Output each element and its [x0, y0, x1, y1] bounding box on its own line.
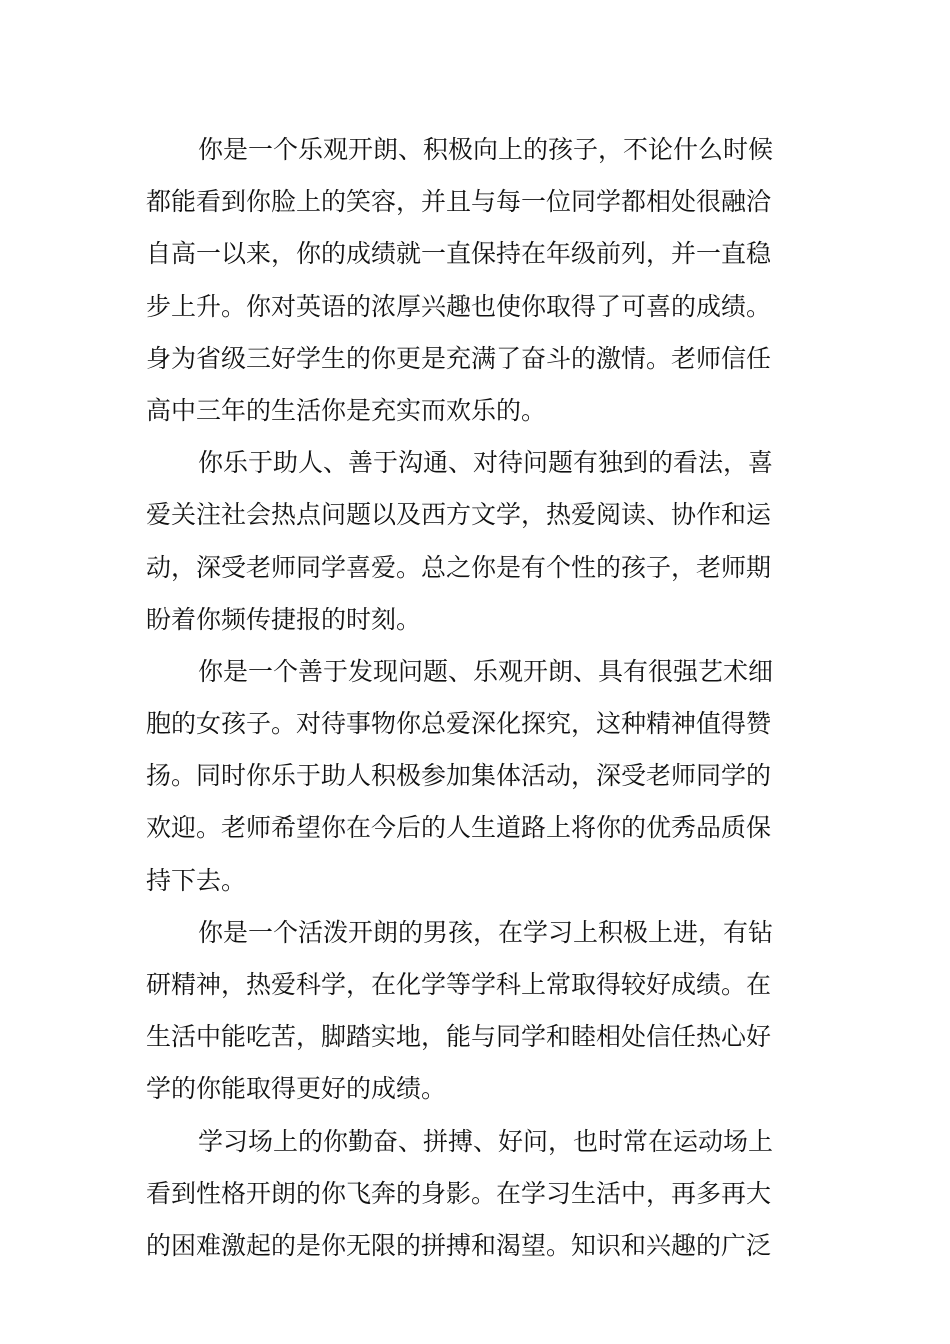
paragraph-2-line-2: 爱关注社会热点问题以及西方文学，热爱阅读、协作和运 [146, 500, 772, 530]
paragraph-1-line-3: 自高一以来，你的成绩就一直保持在年级前列，并一直稳 [146, 239, 772, 269]
paragraph-5-line-2: 看到性格开朗的你飞奔的身影。在学习生活中，再多再大 [146, 1178, 772, 1208]
paragraph-5-line-1: 学习场上的你勤奋、拼搏、好问，也时常在运动场上 [198, 1126, 774, 1156]
paragraph-1-line-4: 步上升。你对英语的浓厚兴趣也使你取得了可喜的成绩。 [146, 291, 772, 321]
paragraph-3-line-4: 欢迎。老师希望你在今后的人生道路上将你的优秀品质保 [146, 813, 772, 843]
paragraph-3-line-1: 你是一个善于发现问题、乐观开朗、具有很强艺术细 [198, 656, 774, 686]
paragraph-4-line-1: 你是一个活泼开朗的男孩，在学习上积极上进，有钻 [198, 917, 774, 947]
paragraph-1-line-5: 身为省级三好学生的你更是充满了奋斗的激情。老师信任 [146, 343, 772, 373]
paragraph-4-line-2: 研精神，热爱科学，在化学等学科上常取得较好成绩。在 [146, 970, 772, 999]
document-body [146, 124, 808, 1272]
paragraph-3-line-3: 扬。同时你乐于助人积极参加集体活动，深受老师同学的 [146, 761, 772, 791]
paragraph-3-line-2: 胞的女孩子。对待事物你总爱深化探究，这种精神值得赞 [146, 709, 772, 739]
paragraph-2-line-3: 动，深受老师同学喜爱。总之你是有个性的孩子，老师期 [146, 552, 772, 582]
paragraph-4-line-3: 生活中能吃苦，脚踏实地，能与同学和睦相处信任热心好 [146, 1022, 772, 1052]
paragraph-1-line-6: 高中三年的生活你是充实而欢乐的。 [146, 395, 547, 425]
paragraph-2-line-1: 你乐于助人、善于沟通、对待问题有独到的看法，喜 [198, 448, 774, 478]
paragraph-5-line-3: 的困难激起的是你无限的拼搏和渴望。知识和兴趣的广泛 [146, 1230, 772, 1260]
paragraph-4-line-4: 学的你能取得更好的成绩。 [146, 1074, 447, 1104]
paragraph-1-line-1: 你是一个乐观开朗、积极向上的孩子，不论什么时候 [198, 135, 774, 164]
paragraph-3-line-5: 持下去。 [146, 865, 247, 895]
paragraph-1-line-2: 都能看到你脸上的笑容，并且与每一位同学都相处很融洽 [146, 187, 772, 217]
paragraph-2-line-4: 盼着你频传捷报的时刻。 [146, 604, 422, 634]
